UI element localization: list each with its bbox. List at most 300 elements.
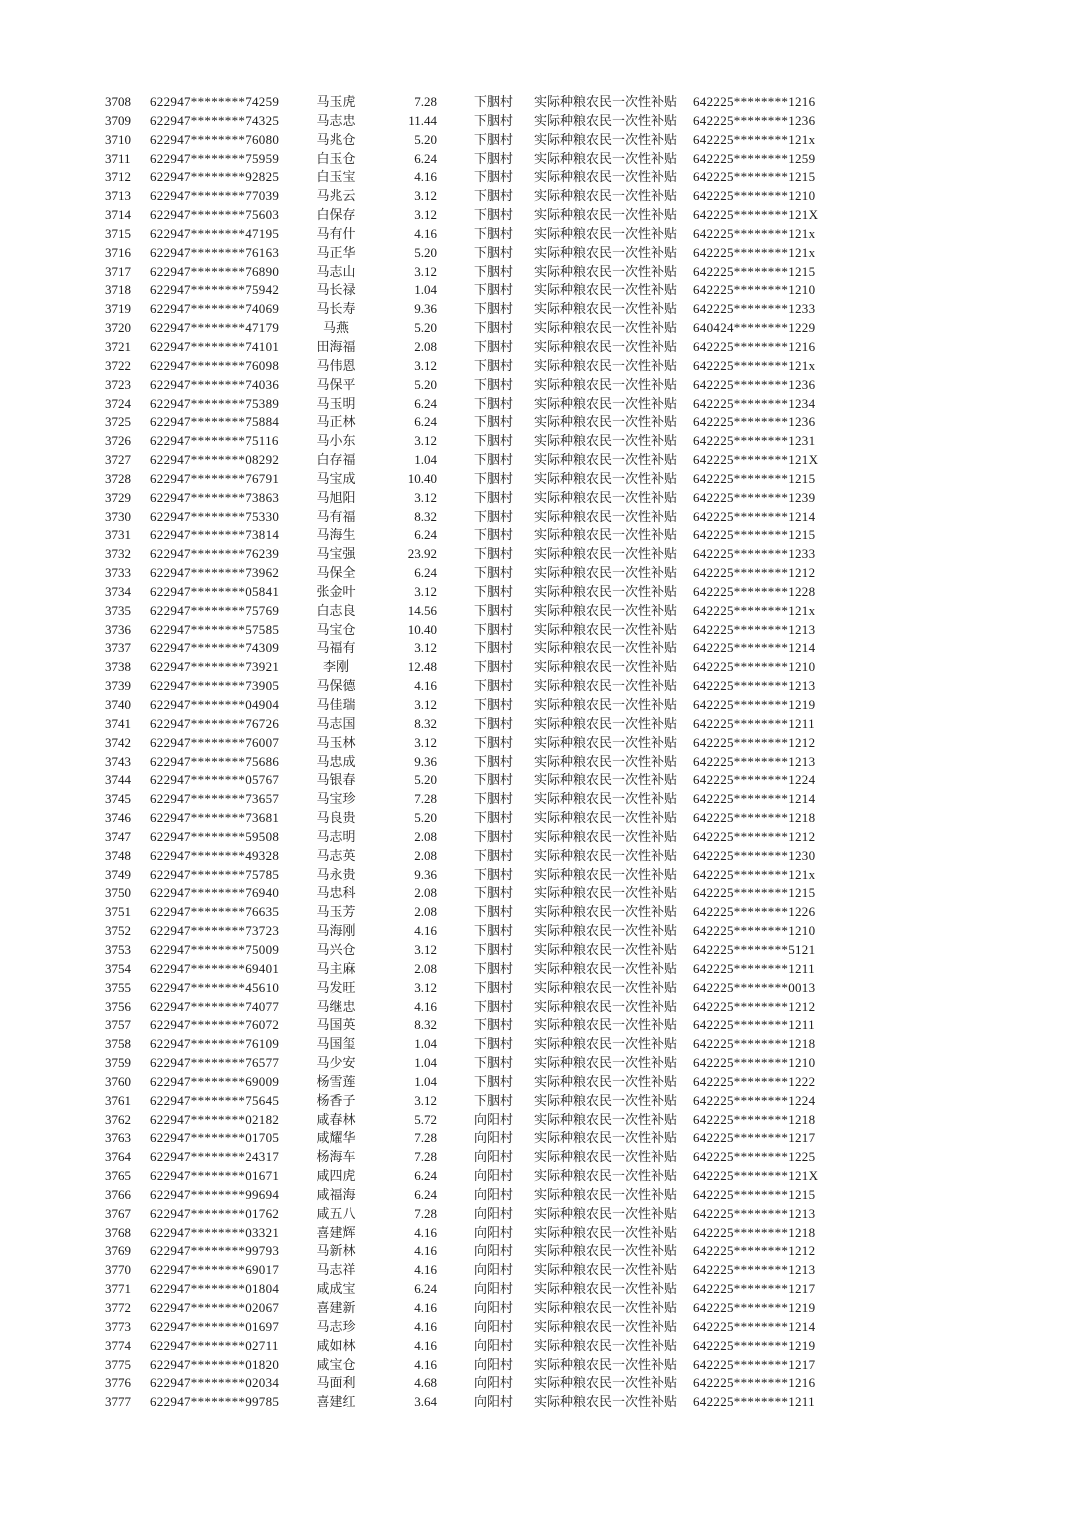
cell-account: 622947********76098 xyxy=(150,357,280,373)
cell-id-number: 642225********121x xyxy=(693,131,816,147)
cell-account: 622947********76072 xyxy=(150,1017,280,1033)
cell-village: 下胭村 xyxy=(473,583,513,599)
cell-id-number: 642225********1218 xyxy=(693,810,816,826)
table-row xyxy=(105,150,845,169)
cell-account: 622947********76726 xyxy=(150,715,280,731)
cell-id-number: 642225********121x xyxy=(693,244,816,260)
cell-seq: 3772 xyxy=(105,1300,131,1315)
cell-amount: 3.12 xyxy=(414,941,437,957)
cell-subsidy: 实际种粮农民一次性补贴 xyxy=(534,188,678,204)
cell-seq: 3760 xyxy=(105,1073,131,1089)
cell-id-number: 642225********1214 xyxy=(693,508,816,524)
table-row xyxy=(105,263,845,282)
cell-id-number: 642225********1212 xyxy=(693,998,816,1014)
cell-village: 下胭村 xyxy=(473,376,513,392)
table-row xyxy=(105,564,845,583)
cell-seq: 3773 xyxy=(105,1318,131,1334)
cell-account: 622947********02034 xyxy=(150,1375,280,1391)
cell-seq: 3748 xyxy=(105,847,131,863)
table-row xyxy=(105,1318,845,1337)
cell-amount: 5.20 xyxy=(414,810,437,826)
cell-seq: 3758 xyxy=(105,1036,131,1052)
cell-id-number: 642225********1212 xyxy=(693,565,816,581)
cell-id-number: 642225********1215 xyxy=(693,263,816,279)
table-row xyxy=(105,206,845,225)
cell-id-number: 642225********121X xyxy=(693,452,819,468)
table-row xyxy=(105,508,845,527)
table-row xyxy=(105,281,845,300)
table-row xyxy=(105,131,845,150)
cell-subsidy: 实际种粮农民一次性补贴 xyxy=(534,1036,678,1052)
table-row xyxy=(105,244,845,263)
table-row xyxy=(105,395,845,414)
cell-seq: 3732 xyxy=(105,546,131,562)
table-row xyxy=(105,470,845,489)
table-row xyxy=(105,734,845,753)
cell-name: 咸四虎 xyxy=(316,1168,356,1184)
cell-name: 咸福海 xyxy=(316,1186,356,1202)
cell-amount: 3.12 xyxy=(414,357,437,373)
cell-seq: 3720 xyxy=(105,320,131,336)
cell-name: 马宝珍 xyxy=(316,791,356,807)
cell-amount: 4.16 xyxy=(414,923,437,939)
table-row xyxy=(105,1167,845,1186)
cell-name: 马玉虎 xyxy=(316,94,356,109)
cell-name: 马福有 xyxy=(316,640,356,656)
cell-village: 向阳村 xyxy=(473,1149,513,1165)
cell-subsidy: 实际种粮农民一次性补贴 xyxy=(534,527,678,543)
cell-village: 向阳村 xyxy=(473,1300,513,1315)
table-row xyxy=(105,1035,845,1054)
cell-id-number: 642225********1219 xyxy=(693,1300,816,1315)
cell-id-number: 642225********1219 xyxy=(693,697,816,712)
cell-village: 下胭村 xyxy=(473,904,513,920)
cell-village: 向阳村 xyxy=(473,1186,513,1202)
cell-amount: 6.24 xyxy=(414,150,437,166)
cell-subsidy: 实际种粮农民一次性补贴 xyxy=(534,376,678,392)
cell-village: 下胭村 xyxy=(473,923,513,939)
table-row xyxy=(105,1393,845,1412)
cell-subsidy: 实际种粮农民一次性补贴 xyxy=(534,904,678,920)
cell-id-number: 642225********1214 xyxy=(693,1318,816,1334)
cell-id-number: 642225********0013 xyxy=(693,979,816,995)
cell-name: 白存福 xyxy=(316,452,356,468)
cell-amount: 2.08 xyxy=(414,847,437,863)
cell-village: 下胭村 xyxy=(473,320,513,336)
cell-id-number: 642225********1210 xyxy=(693,923,816,939)
cell-amount: 9.36 xyxy=(414,753,437,769)
cell-subsidy: 实际种粮农民一次性补贴 xyxy=(534,1017,678,1033)
cell-village: 下胭村 xyxy=(473,791,513,807)
cell-subsidy: 实际种粮农民一次性补贴 xyxy=(534,395,678,411)
cell-village: 下胭村 xyxy=(473,1073,513,1089)
cell-seq: 3776 xyxy=(105,1375,131,1391)
cell-subsidy: 实际种粮农民一次性补贴 xyxy=(534,433,678,449)
table-row xyxy=(105,319,845,338)
table-row xyxy=(105,828,845,847)
cell-id-number: 642225********1216 xyxy=(693,1375,816,1391)
cell-account: 622947********74325 xyxy=(150,112,280,128)
cell-seq: 3767 xyxy=(105,1205,131,1221)
cell-subsidy: 实际种粮农民一次性补贴 xyxy=(534,112,678,128)
cell-name: 咸春林 xyxy=(316,1111,356,1127)
cell-seq: 3728 xyxy=(105,470,131,486)
cell-account: 622947********75389 xyxy=(150,395,280,411)
cell-seq: 3718 xyxy=(105,282,131,298)
table-row xyxy=(105,112,845,131)
cell-seq: 3766 xyxy=(105,1186,131,1202)
cell-name: 马燕 xyxy=(322,320,349,336)
cell-id-number: 642225********121x xyxy=(693,225,816,241)
cell-id-number: 642225********1213 xyxy=(693,753,816,769)
cell-name: 马有什 xyxy=(316,225,356,241)
cell-subsidy: 实际种粮农民一次性补贴 xyxy=(534,697,678,712)
cell-village: 下胭村 xyxy=(473,866,513,882)
cell-subsidy: 实际种粮农民一次性补贴 xyxy=(534,772,678,788)
cell-amount: 7.28 xyxy=(414,1149,437,1165)
table-row xyxy=(105,545,845,564)
cell-account: 622947********92825 xyxy=(150,169,280,185)
cell-village: 下胭村 xyxy=(473,301,513,317)
table-row xyxy=(105,583,845,602)
cell-village: 下胭村 xyxy=(473,414,513,430)
cell-id-number: 642225********1211 xyxy=(693,1394,815,1410)
cell-amount: 6.24 xyxy=(414,414,437,430)
cell-subsidy: 实际种粮农民一次性补贴 xyxy=(534,225,678,241)
cell-account: 622947********76940 xyxy=(150,885,280,901)
cell-name: 马保全 xyxy=(316,565,356,581)
cell-id-number: 642225********121X xyxy=(693,207,819,223)
cell-name: 马正林 xyxy=(316,414,356,430)
cell-name: 马海刚 xyxy=(316,923,356,939)
cell-id-number: 642225********1218 xyxy=(693,1036,816,1052)
cell-village: 向阳村 xyxy=(473,1224,513,1240)
cell-village: 下胭村 xyxy=(473,847,513,863)
cell-account: 622947********75942 xyxy=(150,282,280,298)
cell-name: 马良贵 xyxy=(316,810,356,826)
cell-subsidy: 实际种粮农民一次性补贴 xyxy=(534,866,678,882)
cell-seq: 3724 xyxy=(105,395,131,411)
table-row xyxy=(105,960,845,979)
cell-seq: 3759 xyxy=(105,1055,131,1071)
cell-subsidy: 实际种粮农民一次性补贴 xyxy=(534,1318,678,1334)
cell-name: 马宝仓 xyxy=(316,621,356,637)
cell-subsidy: 实际种粮农民一次性补贴 xyxy=(534,1394,678,1410)
cell-village: 向阳村 xyxy=(473,1205,513,1221)
cell-village: 下胭村 xyxy=(473,1055,513,1071)
cell-amount: 7.28 xyxy=(414,791,437,807)
cell-village: 下胭村 xyxy=(473,1092,513,1108)
cell-village: 下胭村 xyxy=(473,169,513,185)
cell-account: 622947********99793 xyxy=(150,1243,280,1259)
cell-name: 杨香子 xyxy=(316,1092,356,1108)
cell-subsidy: 实际种粮农民一次性补贴 xyxy=(534,263,678,279)
cell-village: 下胭村 xyxy=(473,697,513,712)
cell-seq: 3765 xyxy=(105,1168,131,1184)
cell-village: 下胭村 xyxy=(473,207,513,223)
table-row xyxy=(105,93,845,112)
cell-seq: 3725 xyxy=(105,414,131,430)
cell-id-number: 642225********1214 xyxy=(693,640,816,656)
cell-id-number: 642225********1217 xyxy=(693,1356,816,1372)
cell-account: 622947********75603 xyxy=(150,207,280,223)
cell-amount: 10.40 xyxy=(407,470,437,486)
cell-subsidy: 实际种粮农民一次性补贴 xyxy=(534,244,678,260)
cell-subsidy: 实际种粮农民一次性补贴 xyxy=(534,169,678,185)
cell-account: 622947********03321 xyxy=(150,1224,280,1240)
cell-seq: 3715 xyxy=(105,225,131,241)
cell-amount: 11.44 xyxy=(408,112,437,128)
table-row xyxy=(105,1374,845,1393)
cell-village: 向阳村 xyxy=(473,1375,513,1391)
cell-name: 马国玺 xyxy=(316,1036,356,1052)
cell-account: 622947********01705 xyxy=(150,1130,280,1146)
cell-seq: 3750 xyxy=(105,885,131,901)
cell-village: 下胭村 xyxy=(473,828,513,844)
cell-id-number: 642225********1214 xyxy=(693,791,816,807)
table-row xyxy=(105,621,845,640)
cell-amount: 3.12 xyxy=(414,1092,437,1108)
cell-name: 马玉明 xyxy=(316,395,356,411)
cell-id-number: 642225********1215 xyxy=(693,885,816,901)
cell-id-number: 642225********1210 xyxy=(693,1055,816,1071)
cell-id-number: 642225********1210 xyxy=(693,188,816,204)
cell-name: 田海福 xyxy=(316,338,356,354)
cell-seq: 3744 xyxy=(105,772,131,788)
cell-account: 622947********76635 xyxy=(150,904,280,920)
cell-amount: 14.56 xyxy=(407,602,437,618)
cell-name: 马小东 xyxy=(316,433,356,449)
table-row xyxy=(105,998,845,1017)
cell-account: 622947********57585 xyxy=(150,621,280,637)
cell-name: 马忠成 xyxy=(316,753,356,769)
cell-subsidy: 实际种粮农民一次性补贴 xyxy=(534,1055,678,1071)
cell-name: 马伟恩 xyxy=(316,357,356,373)
cell-account: 622947********08292 xyxy=(150,452,280,468)
cell-id-number: 642225********1216 xyxy=(693,338,816,354)
cell-name: 李刚 xyxy=(322,659,349,675)
cell-subsidy: 实际种粮农民一次性补贴 xyxy=(534,734,678,750)
cell-name: 马银春 xyxy=(316,772,356,788)
table-row xyxy=(105,715,845,734)
cell-seq: 3739 xyxy=(105,678,131,694)
cell-id-number: 642225********1212 xyxy=(693,1243,816,1259)
cell-seq: 3774 xyxy=(105,1337,131,1353)
cell-subsidy: 实际种粮农民一次性补贴 xyxy=(534,1224,678,1240)
table-row xyxy=(105,1054,845,1073)
cell-village: 下胭村 xyxy=(473,640,513,656)
table-row xyxy=(105,357,845,376)
cell-village: 下胭村 xyxy=(473,131,513,147)
cell-name: 马兆云 xyxy=(316,188,356,204)
cell-seq: 3742 xyxy=(105,734,131,750)
cell-village: 向阳村 xyxy=(473,1243,513,1259)
cell-account: 622947********76890 xyxy=(150,263,280,279)
table-row xyxy=(105,1356,845,1375)
cell-village: 下胭村 xyxy=(473,244,513,260)
cell-account: 622947********73814 xyxy=(150,527,280,543)
cell-amount: 2.08 xyxy=(414,828,437,844)
cell-id-number: 642225********1215 xyxy=(693,169,816,185)
cell-account: 622947********05841 xyxy=(150,583,280,599)
table-row xyxy=(105,1261,845,1280)
cell-subsidy: 实际种粮农民一次性补贴 xyxy=(534,753,678,769)
cell-amount: 5.20 xyxy=(414,131,437,147)
cell-village: 下胭村 xyxy=(473,188,513,204)
cell-subsidy: 实际种粮农民一次性补贴 xyxy=(534,960,678,976)
cell-name: 马志山 xyxy=(316,263,356,279)
cell-village: 下胭村 xyxy=(473,94,513,109)
cell-account: 622947********05767 xyxy=(150,772,280,788)
cell-amount: 4.16 xyxy=(414,225,437,241)
cell-village: 向阳村 xyxy=(473,1130,513,1146)
table-row xyxy=(105,809,845,828)
cell-account: 622947********69017 xyxy=(150,1262,280,1278)
cell-amount: 9.36 xyxy=(414,866,437,882)
cell-id-number: 642225********121x xyxy=(693,357,816,373)
table-row xyxy=(105,489,845,508)
cell-village: 下胭村 xyxy=(473,225,513,241)
cell-name: 马正华 xyxy=(316,244,356,260)
cell-village: 下胭村 xyxy=(473,565,513,581)
cell-village: 下胭村 xyxy=(473,395,513,411)
table-row xyxy=(105,903,845,922)
table-row xyxy=(105,1299,845,1318)
cell-name: 马少安 xyxy=(316,1055,356,1071)
cell-name: 马志祥 xyxy=(316,1262,356,1278)
cell-name: 马新林 xyxy=(316,1243,356,1259)
cell-seq: 3747 xyxy=(105,828,131,844)
cell-id-number: 642225********1228 xyxy=(693,583,816,599)
table-row xyxy=(105,753,845,772)
cell-subsidy: 实际种粮农民一次性补贴 xyxy=(534,1205,678,1221)
cell-amount: 2.08 xyxy=(414,960,437,976)
cell-village: 下胭村 xyxy=(473,715,513,731)
cell-village: 下胭村 xyxy=(473,112,513,128)
cell-id-number: 642225********1234 xyxy=(693,395,816,411)
table-row xyxy=(105,1111,845,1130)
cell-id-number: 642225********1210 xyxy=(693,282,816,298)
cell-village: 下胭村 xyxy=(473,357,513,373)
cell-subsidy: 实际种粮农民一次性补贴 xyxy=(534,678,678,694)
cell-amount: 2.08 xyxy=(414,885,437,901)
cell-id-number: 642225********1224 xyxy=(693,772,816,788)
cell-amount: 7.28 xyxy=(414,1130,437,1146)
cell-account: 622947********01671 xyxy=(150,1168,280,1184)
cell-seq: 3756 xyxy=(105,998,131,1014)
cell-amount: 4.16 xyxy=(414,1318,437,1334)
cell-account: 622947********73962 xyxy=(150,565,280,581)
table-row xyxy=(105,451,845,470)
cell-name: 马保平 xyxy=(316,376,356,392)
cell-account: 622947********45610 xyxy=(150,979,280,995)
cell-account: 622947********74069 xyxy=(150,301,280,317)
cell-account: 622947********75959 xyxy=(150,150,280,166)
table-row xyxy=(105,1092,845,1111)
cell-seq: 3733 xyxy=(105,565,131,581)
table-row xyxy=(105,168,845,187)
table-row xyxy=(105,922,845,941)
cell-account: 622947********75116 xyxy=(150,433,279,449)
cell-village: 向阳村 xyxy=(473,1168,513,1184)
cell-seq: 3734 xyxy=(105,583,131,599)
cell-account: 622947********74036 xyxy=(150,376,280,392)
cell-account: 622947********76791 xyxy=(150,470,280,486)
cell-seq: 3755 xyxy=(105,979,131,995)
cell-amount: 3.12 xyxy=(414,979,437,995)
cell-amount: 6.24 xyxy=(414,1186,437,1202)
table-row xyxy=(105,338,845,357)
cell-id-number: 642225********1218 xyxy=(693,1111,816,1127)
table-row xyxy=(105,696,845,715)
cell-subsidy: 实际种粮农民一次性补贴 xyxy=(534,1092,678,1108)
cell-village: 下胭村 xyxy=(473,979,513,995)
cell-account: 622947********02711 xyxy=(150,1337,279,1353)
cell-subsidy: 实际种粮农民一次性补贴 xyxy=(534,791,678,807)
cell-village: 下胭村 xyxy=(473,546,513,562)
cell-id-number: 642225********1216 xyxy=(693,94,816,109)
cell-amount: 4.16 xyxy=(414,1337,437,1353)
cell-seq: 3722 xyxy=(105,357,131,373)
cell-account: 622947********76577 xyxy=(150,1055,280,1071)
cell-id-number: 642225********5121 xyxy=(693,941,816,957)
cell-amount: 5.20 xyxy=(414,320,437,336)
cell-amount: 4.16 xyxy=(414,1224,437,1240)
cell-subsidy: 实际种粮农民一次性补贴 xyxy=(534,508,678,524)
cell-amount: 6.24 xyxy=(414,1168,437,1184)
cell-amount: 7.28 xyxy=(414,94,437,109)
cell-account: 622947********75009 xyxy=(150,941,280,957)
cell-village: 向阳村 xyxy=(473,1356,513,1372)
cell-amount: 1.04 xyxy=(414,1055,437,1071)
cell-account: 622947********01820 xyxy=(150,1356,280,1372)
table-row xyxy=(105,884,845,903)
cell-amount: 6.24 xyxy=(414,1281,437,1297)
cell-id-number: 642225********1215 xyxy=(693,470,816,486)
cell-amount: 3.12 xyxy=(414,489,437,505)
cell-id-number: 642225********1233 xyxy=(693,546,816,562)
table-row xyxy=(105,1186,845,1205)
cell-village: 向阳村 xyxy=(473,1262,513,1278)
cell-amount: 1.04 xyxy=(414,1036,437,1052)
cell-account: 622947********75769 xyxy=(150,602,280,618)
cell-account: 622947********02182 xyxy=(150,1111,280,1127)
cell-seq: 3717 xyxy=(105,263,131,279)
cell-seq: 3754 xyxy=(105,960,131,976)
cell-village: 下胭村 xyxy=(473,150,513,166)
cell-village: 向阳村 xyxy=(473,1318,513,1334)
table-row xyxy=(105,941,845,960)
cell-id-number: 642225********1213 xyxy=(693,1262,816,1278)
cell-village: 下胭村 xyxy=(473,885,513,901)
cell-amount: 4.16 xyxy=(414,1356,437,1372)
cell-subsidy: 实际种粮农民一次性补贴 xyxy=(534,621,678,637)
cell-name: 马志明 xyxy=(316,828,356,844)
cell-subsidy: 实际种粮农民一次性补贴 xyxy=(534,828,678,844)
cell-amount: 3.64 xyxy=(414,1394,437,1410)
table-row xyxy=(105,658,845,677)
cell-village: 下胭村 xyxy=(473,941,513,957)
table-row xyxy=(105,639,845,658)
cell-amount: 3.12 xyxy=(414,188,437,204)
table-row xyxy=(105,847,845,866)
cell-id-number: 640424********1229 xyxy=(693,320,816,336)
cell-account: 622947********76109 xyxy=(150,1036,280,1052)
cell-subsidy: 实际种粮农民一次性补贴 xyxy=(534,1111,678,1127)
cell-subsidy: 实际种粮农民一次性补贴 xyxy=(534,282,678,298)
cell-subsidy: 实际种粮农民一次性补贴 xyxy=(534,602,678,618)
cell-name: 马宝成 xyxy=(316,470,356,486)
